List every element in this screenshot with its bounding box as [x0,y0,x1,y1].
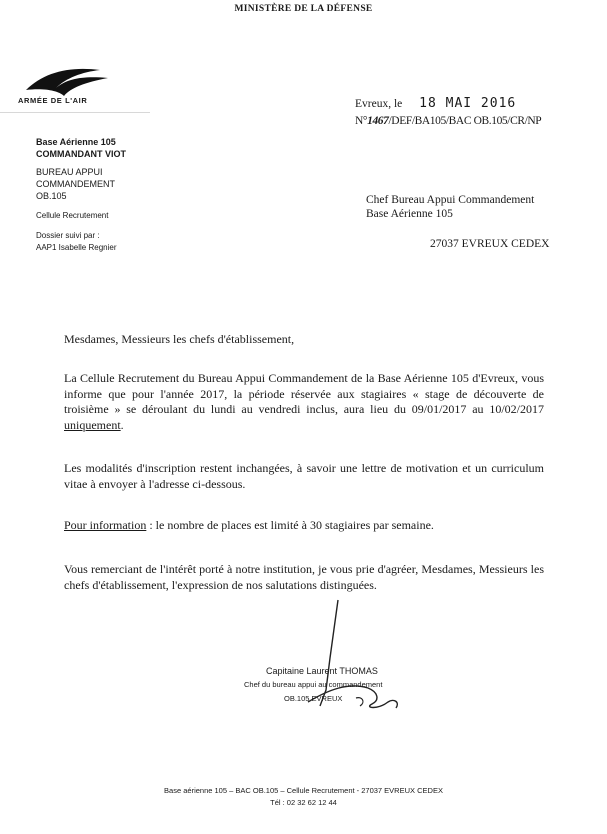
armee-de-l-air-wing-logo [22,60,112,100]
paragraph-3-text: : le nombre de places est limité à 30 stagiaires par semaine. [146,518,434,532]
footer-phone: Tél : 02 32 62 12 44 [270,798,337,807]
paragraph-1 [64,371,544,433]
paragraph-3 [64,518,544,534]
sender-dossier-label: Dossier suivi par : [36,231,100,240]
reference-suffix: /DEF/BA105/BAC OB.105/CR/NP [388,115,542,127]
reference-prefix: N° [355,115,368,127]
date-line [355,96,516,111]
header-divider [0,112,150,113]
paragraph-2: Les modalités d'inscription restent inchangées, à savoir une lettre de motivation et un curriculum vitae à envoyer à l'adresse ci-dessous. [64,461,544,491]
wing-icon [22,60,112,100]
sender-block [36,136,186,254]
signature-name: Capitaine Laurent THOMAS [266,666,378,676]
reference-line [355,115,541,127]
sender-cellule: Cellule Recrutement [36,211,109,220]
signature-title: Chef du bureau appui au commandement [244,680,383,689]
signature-unit: OB.105 EVREUX [284,694,343,703]
footer-address: Base aérienne 105 – BAC OB.105 – Cellule Recrutement - 27037 EVREUX CEDEX [164,786,443,795]
date-city: Evreux, le [355,98,403,110]
salutation: Mesdames, Messieurs les chefs d'établissement, [64,332,295,346]
recipient-line2: Base Aérienne 105 [366,208,453,220]
recipient-city: 27037 EVREUX CEDEX [430,238,550,250]
paragraph-4: Vous remerciant de l'intérêt porté à notre institution, je vous prie d'agréer, Mesdames, Messieurs les chefs d'établissement, l'expression de nos salutations distinguées. [64,562,544,592]
sender-bureau-line1: BUREAU APPUI [36,167,103,177]
sender-base: Base Aérienne 105 [36,137,116,147]
paragraph-3-label: Pour information [64,518,147,532]
sender-bureau-line2: COMMANDEMENT [36,179,115,189]
ministry-header: MINISTÈRE DE LA DÉFENSE [234,4,373,14]
recipient-line1: Chef Bureau Appui Commandement [366,194,535,206]
logo-text: ARMÉE DE L'AIR [18,96,88,105]
paragraph-1-end: . [120,417,124,432]
sender-bureau-code: OB.105 [36,191,67,201]
date-stamp: 18 MAI 2016 [419,96,517,111]
handwritten-signature [268,598,418,722]
reference-number: 1467 [367,115,389,127]
paragraph-1-emphasis: uniquement [64,417,121,432]
paragraph-1-text: La Cellule Recrutement du Bureau Appui Commandement de la Base Aérienne 105 d'Evreux, vous informe que pour l'année 2017, la période réservée aux stagiaires « stage de découverte de troisième » se déroulant du lundi au vendredi inclus, aura lieu du 09/01/2017 au 10/02/2017 [64,371,544,416]
sender-commandant: COMMANDANT VIOT [36,149,126,159]
sender-dossier-person: AAP1 Isabelle Regnier [36,243,117,252]
